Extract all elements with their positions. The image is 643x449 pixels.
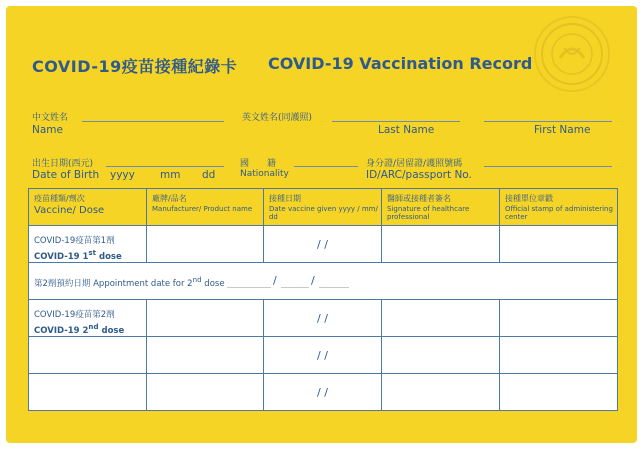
- nationality-label-zh: 國 籍: [240, 159, 277, 169]
- appointment-label: 第2劑預約日期 Appointment date for 2nd dose / /: [29, 263, 617, 289]
- header-label-zh: 廠牌/品名: [152, 194, 187, 203]
- blank-date-cell[interactable]: [263, 374, 381, 411]
- last-name-field: [332, 121, 460, 122]
- dose1-manufacturer-cell[interactable]: [147, 226, 264, 263]
- date-slashes: / /: [317, 349, 328, 362]
- header-label-en: Signature of healthcare professional: [386, 205, 470, 221]
- header-label-en: Official stamp of administering center: [504, 205, 613, 221]
- first-name-field: [484, 121, 612, 122]
- blank-signature-cell[interactable]: [381, 337, 499, 374]
- table-row-blank: [29, 337, 618, 374]
- dose2-label-zh: COVID-19疫苗第2劑: [34, 310, 115, 320]
- header-date-given: [263, 189, 381, 226]
- header-stamp: [499, 189, 617, 226]
- blank-stamp-cell[interactable]: [499, 374, 617, 411]
- header-manufacturer: [147, 189, 264, 226]
- dose2-label-cell: [29, 300, 147, 337]
- appointment-slash: /: [273, 274, 277, 287]
- nationality-label-en: Nationality: [240, 169, 289, 179]
- appointment-cell[interactable]: [29, 263, 618, 300]
- dose2-stamp-cell[interactable]: [499, 300, 617, 337]
- card-title-en: COVID-19 Vaccination Record: [268, 54, 533, 73]
- blank-label-cell[interactable]: [29, 374, 147, 411]
- header-label-zh: 醫師或接種者簽名: [386, 194, 451, 203]
- nationality-field: [294, 166, 358, 167]
- last-name-label: Last Name: [378, 124, 435, 136]
- appointment-month-line: [281, 287, 309, 288]
- id-label-zh: 身分證/居留證/護照號碼: [366, 159, 463, 169]
- dose1-date-cell[interactable]: [263, 226, 381, 263]
- table-row-blank: [29, 374, 618, 411]
- card-title-zh: COVID-19疫苗接種紀錄卡: [32, 57, 238, 76]
- dose2-label-en: COVID-19 2nd dose: [34, 322, 125, 336]
- date-slashes: / /: [317, 238, 328, 251]
- header-vaccine-dose: [29, 189, 147, 226]
- header-label-en: Manufacturer/ Product name: [152, 205, 253, 213]
- dob-label-zh: 出生日期(西元): [32, 159, 94, 169]
- blank-signature-cell[interactable]: [381, 374, 499, 411]
- id-field: [484, 166, 612, 167]
- table-row-appointment: [29, 263, 618, 300]
- appointment-year-line: [227, 287, 271, 288]
- appointment-slash: /: [311, 274, 315, 287]
- chinese-name-field: [82, 121, 224, 122]
- blank-manufacturer-cell[interactable]: [147, 337, 264, 374]
- header-label-en: Vaccine/ Dose: [34, 205, 105, 216]
- dose1-stamp-cell[interactable]: [499, 226, 617, 263]
- date-slashes: / /: [317, 386, 328, 399]
- name-label: Name: [32, 124, 63, 136]
- header-label-zh: 接種單位章戳: [504, 194, 553, 203]
- header-label-en: Date vaccine given yyyy / mm/ dd: [268, 205, 378, 221]
- english-name-label: 英文姓名(同護照): [242, 113, 313, 123]
- header-signature: [381, 189, 499, 226]
- dose1-label-cell: [29, 226, 147, 263]
- dose1-label-zh: COVID-19疫苗第1劑: [34, 236, 115, 246]
- blank-label-cell[interactable]: [29, 337, 147, 374]
- dose2-manufacturer-cell[interactable]: [147, 300, 264, 337]
- header-label-zh: 疫苗種類/劑次: [34, 194, 85, 203]
- appointment-day-line: [319, 287, 349, 288]
- vaccination-table: [28, 188, 618, 411]
- blank-date-cell[interactable]: [263, 337, 381, 374]
- dose1-signature-cell[interactable]: [381, 226, 499, 263]
- dob-label-en: Date of Birth: [32, 169, 100, 181]
- vaccination-card: [6, 6, 637, 443]
- dose1-label-en: COVID-19 1st dose: [34, 248, 122, 262]
- dob-dd: dd: [202, 169, 216, 181]
- id-label-en: ID/ARC/passport No.: [366, 169, 472, 181]
- dose2-date-cell[interactable]: [263, 300, 381, 337]
- chinese-name-label: 中文姓名: [32, 113, 69, 123]
- dob-mm: mm: [160, 169, 181, 181]
- blank-manufacturer-cell[interactable]: [147, 374, 264, 411]
- blank-stamp-cell[interactable]: [499, 337, 617, 374]
- dob-yyyy: yyyy: [110, 169, 135, 181]
- table-header-row: [29, 189, 618, 226]
- table-row-dose2: [29, 300, 618, 337]
- seal-watermark-icon: [534, 16, 610, 92]
- table-row-dose1: [29, 226, 618, 263]
- first-name-label: First Name: [534, 124, 591, 136]
- dose2-signature-cell[interactable]: [381, 300, 499, 337]
- dob-field: [106, 166, 224, 167]
- date-slashes: / /: [317, 312, 328, 325]
- header-label-zh: 接種日期: [268, 194, 301, 203]
